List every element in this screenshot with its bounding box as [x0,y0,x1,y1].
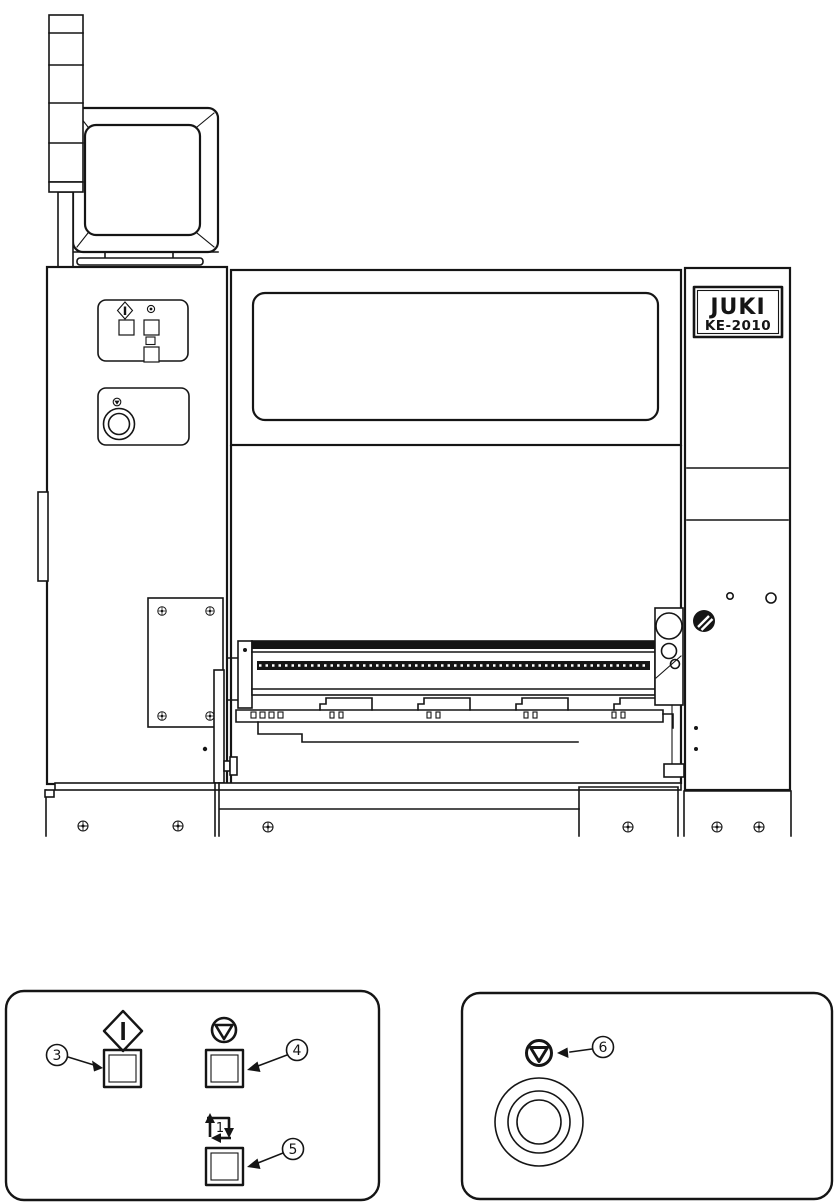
machine-base [45,783,791,836]
rail-clips [251,712,625,718]
hood-glass [253,293,658,420]
right-column [685,268,790,790]
stop-button-mini [144,320,159,335]
left-cabinet [38,267,227,784]
model-text: KE-2010 [704,318,772,334]
side-access-plate [148,598,223,727]
callout-6-number: 6 [598,1040,608,1056]
monitor-base [77,258,203,265]
signal-tower-body [49,15,83,182]
monitor [73,108,218,265]
support-strut [214,670,224,783]
signal-tower-pole [58,192,73,268]
emergency-stop-panel-mini [98,388,189,445]
cycle-count-label: 1 [215,1121,225,1136]
operation-panel-detail [6,991,379,1200]
emergency-stop-panel-detail [462,993,832,1199]
start-button-mini [119,320,134,335]
machine-front-view [38,15,791,836]
callout-4-number: 4 [292,1043,302,1059]
single-cycle-button-mini [144,347,159,362]
monitor-screen [85,125,200,235]
side-hinge [38,492,48,581]
rail-right-bracket [655,608,683,705]
callout-3-number: 3 [52,1048,62,1064]
callout-5-number: 5 [288,1142,298,1158]
brand-text: JUKI [710,295,766,320]
adjustment-knob [693,610,715,632]
conveyor-rail [214,608,684,783]
operation-panel-mini [98,300,188,362]
